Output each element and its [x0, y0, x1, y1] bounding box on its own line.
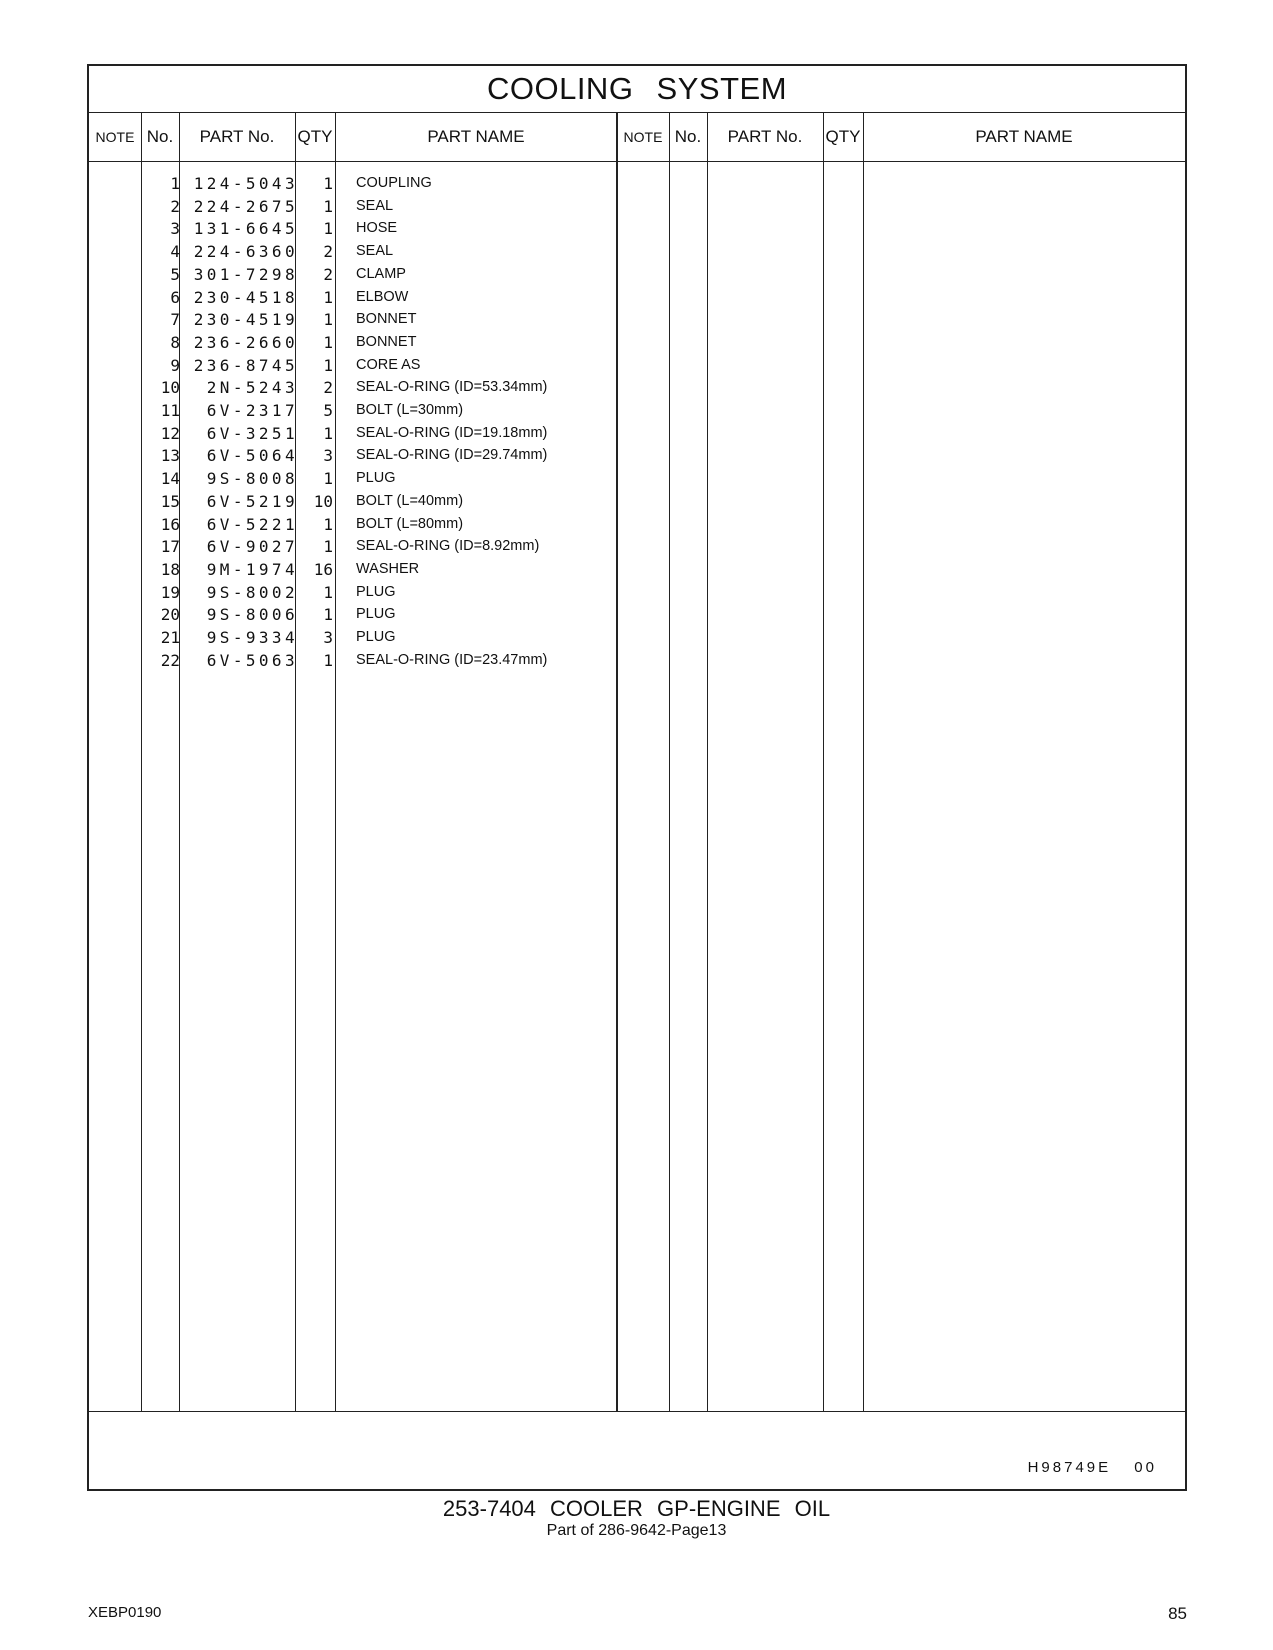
document-id: XEBP0190: [88, 1604, 162, 1621]
header-qty-right: QTY: [825, 127, 861, 146]
table-row: [89, 649, 1185, 672]
item-number: 1: [170, 174, 180, 193]
table-header: [89, 112, 1185, 162]
part-name: PLUG: [356, 629, 396, 645]
page-number: 85: [1168, 1604, 1187, 1623]
quantity: 1: [323, 650, 333, 670]
item-number: 8: [170, 332, 180, 352]
part-name: SEAL: [356, 197, 394, 214]
table-row: [89, 422, 1185, 445]
item-number: 4: [170, 242, 180, 262]
quantity: 2: [323, 264, 333, 284]
table-row: [89, 558, 1185, 581]
part-number: 224-2675: [193, 196, 298, 216]
table-row: [89, 172, 1185, 195]
item-number: 12: [160, 423, 180, 443]
part-name: BOLT (L=30mm): [356, 402, 464, 418]
quantity: 1: [323, 605, 333, 625]
item-number: 19: [160, 582, 180, 602]
table-row: [89, 286, 1185, 309]
part-number: 236-2660: [193, 332, 298, 352]
item-number: 14: [160, 469, 180, 489]
header-no-right: No.: [674, 127, 702, 146]
part-name: SEAL-O-RING (ID=8.92mm): [356, 538, 540, 555]
quantity: 1: [323, 219, 333, 239]
header-note-right: NOTE: [623, 129, 663, 145]
quantity: 1: [323, 514, 333, 534]
header-part-name-left: PART NAME: [427, 127, 525, 146]
part-number: 124-5043: [193, 174, 298, 193]
quantity: 1: [323, 537, 333, 557]
quantity: 10: [313, 491, 333, 511]
part-number: 224-6360: [193, 242, 298, 262]
part-name: ELBOW: [356, 288, 409, 305]
header-no-left: No.: [146, 127, 174, 146]
quantity: 1: [323, 355, 333, 375]
part-name: PLUG: [356, 470, 396, 487]
item-number: 16: [160, 514, 180, 534]
table-row: [89, 444, 1185, 467]
part-number: 9S-9334: [206, 628, 298, 647]
table-row: [89, 513, 1185, 536]
header-part-name-right: PART NAME: [975, 127, 1073, 146]
part-number: 6V-5063: [206, 650, 298, 670]
part-name: HOSE: [356, 220, 398, 237]
table-row: [89, 376, 1185, 399]
table-row: [89, 626, 1185, 649]
part-number: 6V-5221: [206, 514, 298, 534]
table-row: [89, 195, 1185, 218]
part-number: 6V-5064: [206, 446, 298, 466]
quantity: 2: [323, 242, 333, 262]
part-name: CORE AS: [356, 356, 421, 373]
part-number: 9S-8008: [206, 469, 298, 489]
part-number: 230-4518: [193, 287, 298, 307]
item-number: 18: [160, 559, 180, 579]
part-number: 6V-5219: [206, 491, 298, 511]
quantity: 2: [323, 378, 333, 398]
quantity: 5: [323, 401, 333, 420]
part-number: 6V-9027: [206, 537, 298, 557]
quantity: 3: [323, 628, 333, 647]
header-part-no-right: PART No.: [727, 127, 803, 146]
page-title: COOLING SYSTEM: [486, 71, 788, 106]
quantity: 1: [323, 174, 333, 193]
part-name: BOLT (L=80mm): [356, 515, 464, 532]
item-number: 6: [170, 287, 180, 307]
item-number: 17: [160, 537, 180, 557]
part-number: 9M-1974: [206, 559, 298, 579]
item-number: 15: [160, 491, 180, 511]
part-name: BOLT (L=40mm): [356, 492, 464, 509]
item-number: 13: [160, 446, 180, 466]
item-number: 3: [170, 219, 180, 239]
quantity: 1: [323, 332, 333, 352]
item-number: 10: [160, 378, 180, 398]
part-name: BONNET: [356, 311, 417, 328]
quantity: 1: [323, 287, 333, 307]
item-number: 2: [170, 196, 180, 216]
quantity: 1: [323, 582, 333, 602]
table-row: [89, 354, 1185, 377]
part-number: 301-7298: [193, 264, 298, 284]
part-name: SEAL-O-RING (ID=19.18mm): [356, 424, 548, 441]
part-name: COUPLING: [356, 175, 432, 191]
quantity: 16: [313, 559, 333, 579]
table-bottom-rule: [89, 1411, 1185, 1412]
part-name: SEAL-O-RING (ID=23.47mm): [356, 651, 548, 668]
drawing-code: H98749E 00: [1027, 1459, 1157, 1476]
table-row: [89, 467, 1185, 490]
item-number: 11: [160, 401, 180, 420]
item-number: 5: [170, 264, 180, 284]
group-caption: 253-7404 COOLER GP-ENGINE OIL: [442, 1496, 831, 1521]
table-row: [89, 399, 1185, 422]
item-number: 9: [170, 355, 180, 375]
table-row: [89, 603, 1185, 626]
part-name: WASHER: [356, 560, 420, 577]
quantity: 1: [323, 310, 333, 330]
table-row: [89, 240, 1185, 263]
table-row: [89, 581, 1185, 604]
part-name: PLUG: [356, 583, 396, 600]
item-number: 21: [160, 628, 180, 647]
part-number: 230-4519: [193, 310, 298, 330]
item-number: 7: [170, 310, 180, 330]
part-number: 6V-2317: [206, 401, 298, 420]
item-number: 22: [160, 650, 180, 670]
part-name: SEAL-O-RING (ID=53.34mm): [356, 379, 548, 396]
table-row: [89, 490, 1185, 513]
quantity: 1: [323, 423, 333, 443]
part-name: BONNET: [356, 333, 417, 350]
table-row: [89, 217, 1185, 240]
group-sub-caption: Part of 286-9642-Page13: [546, 1522, 727, 1539]
table-row: [89, 535, 1185, 558]
parts-list-frame: [87, 64, 1187, 1491]
part-number: 236-8745: [193, 355, 298, 375]
part-number: 9S-8002: [206, 582, 298, 602]
table-row: [89, 263, 1185, 286]
part-number: 131-6645: [193, 219, 298, 239]
part-name: CLAMP: [356, 265, 406, 282]
quantity: 1: [323, 196, 333, 216]
item-number: 20: [160, 605, 180, 625]
part-number: 6V-3251: [206, 423, 298, 443]
table-row: [89, 331, 1185, 354]
table-row: [89, 308, 1185, 331]
part-name: SEAL: [356, 243, 394, 260]
part-name: SEAL-O-RING (ID=29.74mm): [356, 447, 548, 464]
header-qty-left: QTY: [297, 127, 333, 146]
header-part-no-left: PART No.: [199, 127, 275, 146]
part-name: PLUG: [356, 606, 396, 623]
quantity: 1: [323, 469, 333, 489]
part-number: 2N-5243: [206, 378, 298, 398]
quantity: 3: [323, 446, 333, 466]
header-note-left: NOTE: [95, 129, 135, 145]
part-number: 9S-8006: [206, 605, 298, 625]
